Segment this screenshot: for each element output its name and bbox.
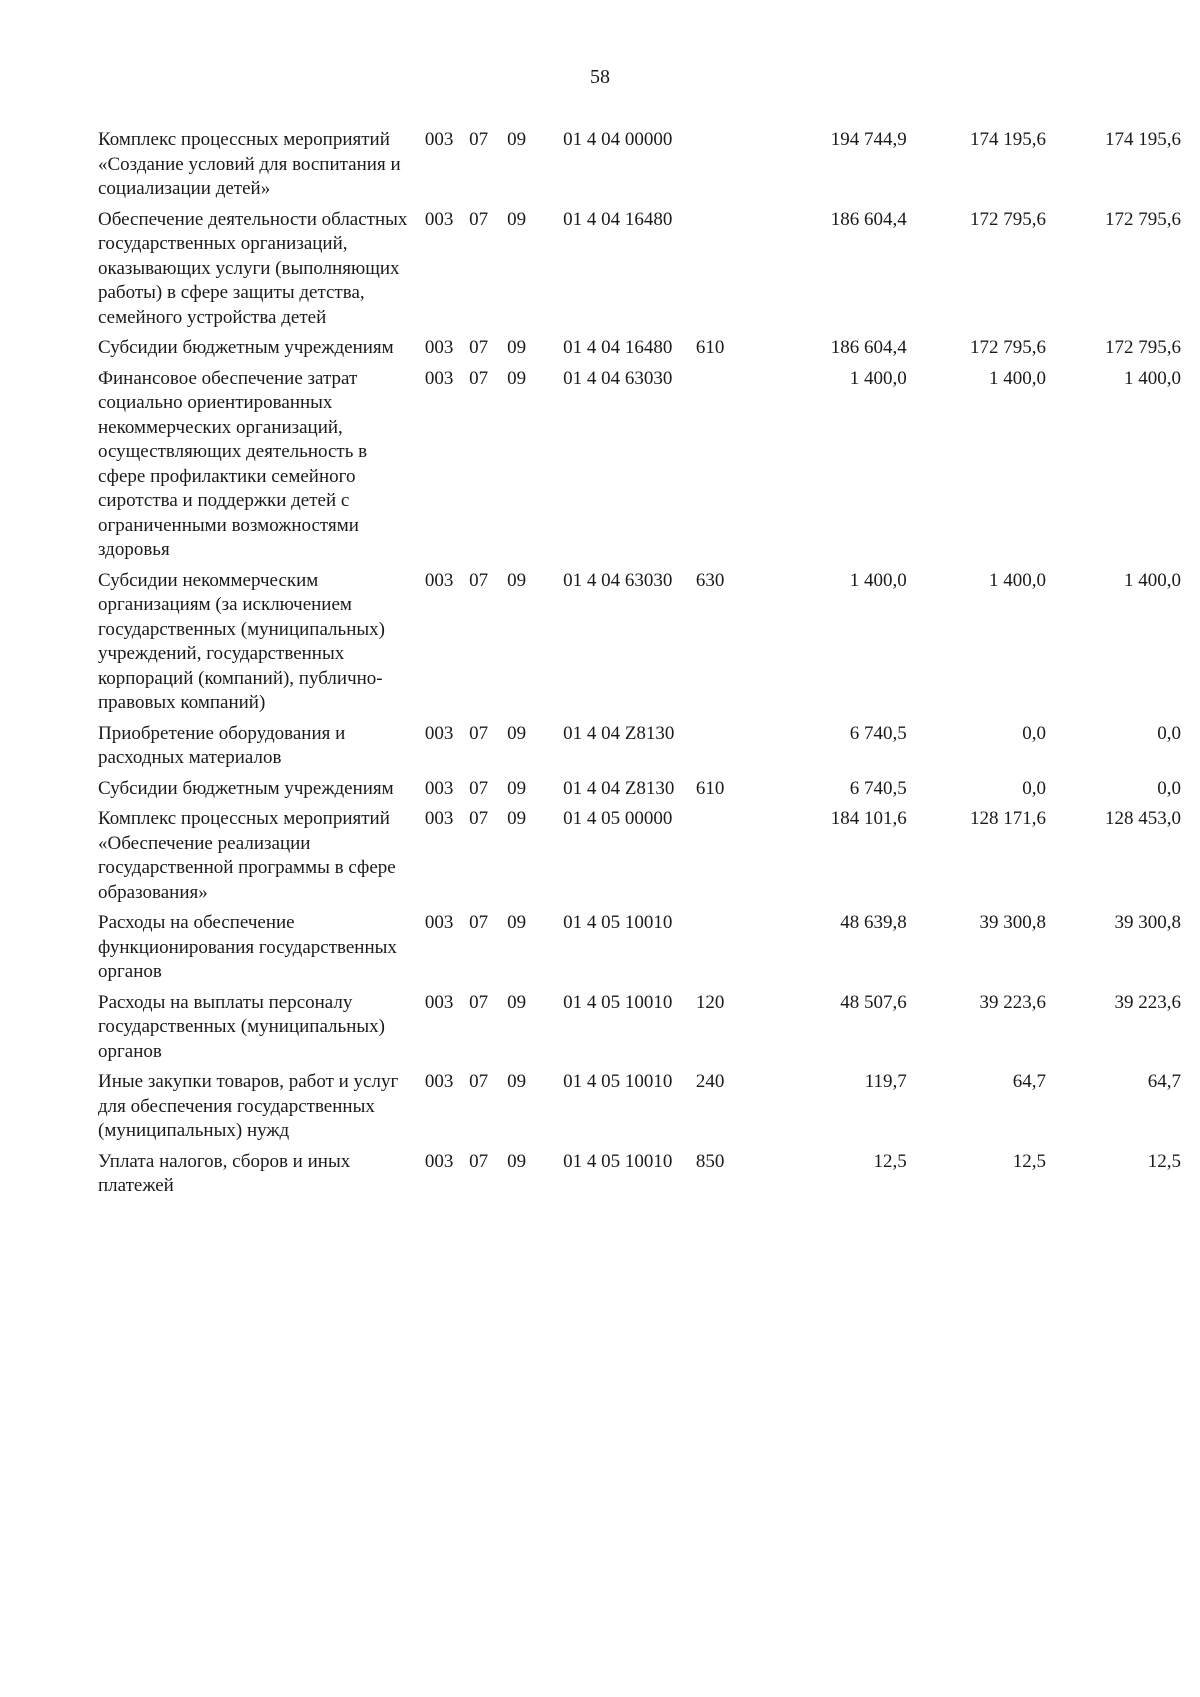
amount-year1-cell: 194 744,9	[830, 129, 907, 150]
expense-name-cell: Уплата налогов, сборов и иных платежей	[98, 1150, 351, 1196]
expense-type-cell: 120	[695, 991, 725, 1013]
grbs-code-cell: 003	[424, 337, 454, 358]
expense-type-cell	[696, 911, 742, 991]
amount-year2-cell: 12,5	[1012, 1150, 1046, 1172]
grbs-code-cell: 003	[424, 722, 454, 744]
amount-year3-cell: 172 795,6	[1105, 208, 1181, 230]
subsection-code-cell: 09	[507, 569, 527, 591]
amount-year3-cell: 0,0	[1157, 722, 1181, 744]
amount-year3-cell: 39 223,6	[1114, 991, 1181, 1013]
subsection-code-cell: 09	[507, 1071, 527, 1092]
amount-year3-cell: 0,0	[1157, 777, 1181, 799]
section-code-cell: 07	[469, 1150, 489, 1172]
expense-name-cell: Расходы на обеспечение функционирования государственных органов	[98, 912, 397, 982]
expense-type-cell: 610	[695, 777, 725, 799]
expense-name-cell: Комплекс процессных мероприятий «Создание условий для воспитания и социализации детей»	[98, 129, 401, 199]
amount-year1-cell: 48 507,6	[840, 991, 907, 1013]
amount-year1-cell: 184 101,6	[830, 808, 907, 829]
amount-year3-cell: 174 195,6	[1105, 129, 1181, 150]
amount-year2-cell: 1 400,0	[988, 569, 1046, 591]
amount-year3-cell: 128 453,0	[1105, 808, 1181, 829]
expense-name-cell: Иные закупки товаров, работ и услуг для обеспечения государственных (муниципальных) нужд	[98, 1071, 399, 1141]
expense-name-cell: Расходы на выплаты персоналу государственных (муниципальных) органов	[98, 991, 385, 1062]
amount-year3-cell: 12,5	[1147, 1150, 1181, 1172]
amount-year3-cell: 1 400,0	[1124, 569, 1181, 591]
amount-year2-cell: 0,0	[1022, 777, 1046, 799]
expense-name-cell: Обеспечение деятельности областных государственных организаций, оказывающих услуги (выполняющих работы) в сфере защиты детства, семейного устройства детей	[98, 208, 408, 328]
amount-year1-cell: 48 639,8	[840, 912, 907, 933]
subsection-code-cell: 09	[507, 722, 527, 744]
table-row	[98, 336, 1181, 367]
subsection-code-cell: 09	[507, 912, 527, 933]
amount-year3-cell: 64,7	[1147, 1071, 1181, 1092]
table-row	[98, 569, 1181, 722]
expense-name-cell: Приобретение оборудования и расходных материалов	[98, 722, 346, 768]
target-article-cell: 01 4 04 00000	[563, 129, 673, 150]
table-row	[98, 128, 1181, 208]
grbs-code-cell: 003	[424, 808, 454, 829]
budget-table	[98, 128, 1181, 1205]
section-code-cell: 07	[469, 569, 489, 591]
grbs-code-cell: 003	[424, 1150, 454, 1172]
amount-year1-cell: 1 400,0	[849, 367, 907, 389]
amount-year1-cell: 12,5	[873, 1150, 907, 1172]
table-row	[98, 807, 1181, 911]
expense-type-cell: 630	[695, 569, 725, 591]
section-code-cell: 07	[469, 991, 489, 1013]
amount-year3-cell: 39 300,8	[1114, 912, 1181, 933]
expense-type-cell	[696, 367, 742, 569]
table-row	[98, 1070, 1181, 1150]
table-row	[98, 208, 1181, 337]
grbs-code-cell: 003	[424, 367, 454, 389]
amount-year2-cell: 0,0	[1022, 722, 1046, 744]
section-code-cell: 07	[469, 777, 489, 799]
table-row	[98, 991, 1181, 1071]
section-code-cell: 07	[469, 912, 489, 933]
expense-type-cell: 850	[695, 1150, 725, 1172]
section-code-cell: 07	[469, 208, 489, 230]
section-code-cell: 07	[469, 1071, 489, 1092]
target-article-cell: 01 4 04 16480	[563, 208, 673, 230]
table-row	[98, 722, 1181, 777]
table-body	[98, 128, 1181, 1205]
amount-year1-cell: 119,7	[864, 1071, 907, 1092]
target-article-cell: 01 4 04 63030	[563, 569, 673, 591]
table-row	[98, 1150, 1181, 1205]
subsection-code-cell: 09	[507, 337, 527, 358]
subsection-code-cell: 09	[507, 367, 527, 389]
grbs-code-cell: 003	[424, 129, 454, 150]
target-article-cell: 01 4 04 63030	[563, 367, 673, 389]
amount-year2-cell: 172 795,6	[969, 337, 1046, 358]
section-code-cell: 07	[469, 129, 489, 150]
target-article-cell: 01 4 05 10010	[563, 991, 673, 1013]
expense-type-cell: 240	[695, 1071, 725, 1092]
grbs-code-cell: 003	[424, 777, 454, 799]
expense-type-cell	[696, 722, 742, 777]
amount-year2-cell: 174 195,6	[969, 129, 1046, 150]
table-row	[98, 367, 1181, 569]
amount-year1-cell: 186 604,4	[830, 337, 907, 358]
expense-name-cell: Финансовое обеспечение затрат социально ориентированных некоммерческих организаций, осуществляющих деятельность в сфере профилактики семейного сиротства и поддержки детей с ограниченными возможностями здоровья	[98, 367, 368, 560]
amount-year2-cell: 39 300,8	[979, 912, 1046, 933]
target-article-cell: 01 4 05 10010	[563, 1150, 673, 1172]
grbs-code-cell: 003	[424, 1071, 454, 1092]
subsection-code-cell: 09	[507, 991, 527, 1013]
amount-year1-cell: 6 740,5	[849, 722, 907, 744]
page-number: 58	[590, 66, 610, 88]
amount-year2-cell: 128 171,6	[969, 808, 1046, 829]
amount-year2-cell: 39 223,6	[979, 991, 1046, 1013]
target-article-cell: 01 4 04 16480	[563, 337, 673, 358]
subsection-code-cell: 09	[507, 777, 527, 799]
expense-type-cell	[696, 807, 742, 911]
grbs-code-cell: 003	[424, 569, 454, 591]
amount-year2-cell: 172 795,6	[969, 208, 1046, 230]
grbs-code-cell: 003	[424, 208, 454, 230]
amount-year1-cell: 6 740,5	[849, 777, 907, 799]
target-article-cell: 01 4 04 Z8130	[563, 722, 675, 744]
expense-name-cell: Субсидии бюджетным учреждениям	[98, 337, 394, 358]
target-article-cell: 01 4 05 00000	[563, 808, 673, 829]
amount-year1-cell: 1 400,0	[849, 569, 907, 591]
target-article-cell: 01 4 04 Z8130	[563, 777, 675, 799]
expense-name-cell: Комплекс процессных мероприятий «Обеспечение реализации государственной программы в сфере образования»	[98, 808, 396, 903]
subsection-code-cell: 09	[507, 808, 527, 829]
section-code-cell: 07	[469, 808, 489, 829]
expense-type-cell: 610	[695, 337, 725, 358]
target-article-cell: 01 4 05 10010	[563, 1071, 673, 1092]
section-code-cell: 07	[469, 367, 489, 389]
amount-year2-cell: 1 400,0	[988, 367, 1046, 389]
amount-year1-cell: 186 604,4	[830, 208, 907, 230]
amount-year3-cell: 1 400,0	[1124, 367, 1181, 389]
section-code-cell: 07	[469, 337, 489, 358]
amount-year3-cell: 172 795,6	[1105, 337, 1181, 358]
subsection-code-cell: 09	[507, 1150, 527, 1172]
expense-name-cell: Субсидии некоммерческим организациям (за исключением государственных (муниципальных) учреждений, государственных корпораций (компаний), публично-правовых компаний)	[98, 569, 385, 713]
subsection-code-cell: 09	[507, 129, 527, 150]
expense-type-cell	[696, 128, 742, 208]
table-row	[98, 911, 1181, 991]
grbs-code-cell: 003	[424, 991, 454, 1013]
expense-type-cell	[696, 208, 742, 337]
grbs-code-cell: 003	[424, 912, 454, 933]
amount-year2-cell: 64,7	[1012, 1071, 1046, 1092]
expense-name-cell: Субсидии бюджетным учреждениям	[98, 777, 394, 799]
target-article-cell: 01 4 05 10010	[563, 912, 673, 933]
subsection-code-cell: 09	[507, 208, 527, 230]
table-row	[98, 777, 1181, 808]
section-code-cell: 07	[469, 722, 489, 744]
